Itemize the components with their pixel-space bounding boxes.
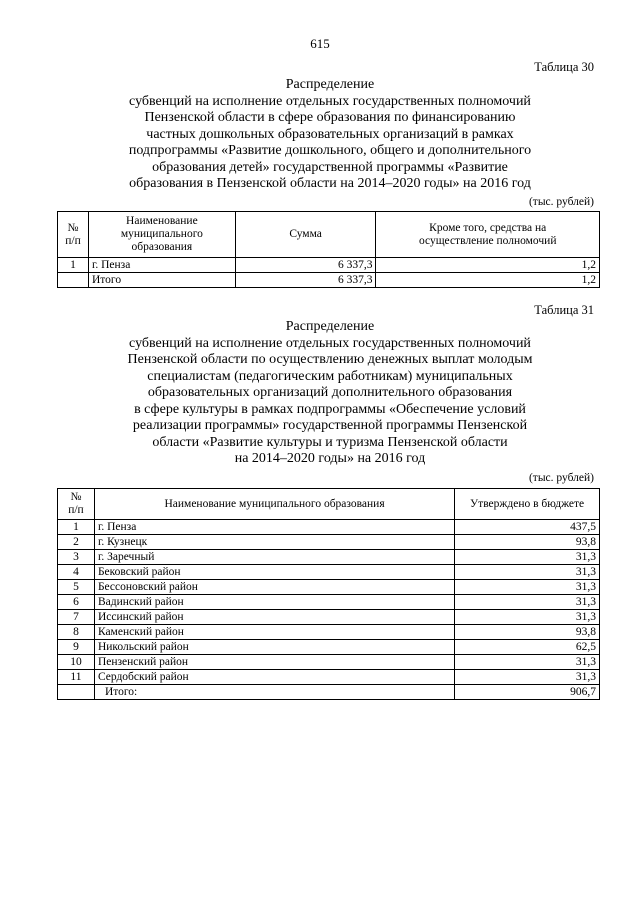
header-num: № п/п	[58, 489, 95, 520]
cell-amount: 93,8	[455, 535, 600, 550]
header-name: Наименование муниципального образования	[94, 489, 454, 520]
table-30-unit: (тыс. рублей)	[528, 196, 594, 208]
title-line: образования в Пензенской области на 2014–2020 годы» на 2016 год	[129, 176, 531, 191]
title-line: субвенций на исполнение отдельных государственных полномочий	[129, 335, 531, 351]
cell-amount: 31,3	[455, 610, 600, 625]
cell-num: 7	[58, 610, 95, 625]
cell-num: 3	[58, 550, 95, 565]
title-line: области «Развитие культуры и туризма Пензенской области	[152, 434, 508, 450]
cell-amount: 31,3	[455, 580, 600, 595]
table-header-row	[58, 212, 600, 258]
table-30	[57, 211, 600, 288]
title-line: частных дошкольных образовательных организаций в рамках	[146, 126, 514, 142]
table-31	[57, 488, 600, 700]
cell-name: Бековский район	[94, 565, 454, 580]
cell-name: Никольский район	[94, 640, 454, 655]
page-number: 615	[310, 36, 330, 51]
cell-num: 1	[58, 520, 95, 535]
table-row	[58, 580, 600, 595]
table-row	[58, 610, 600, 625]
title-line: Распределение	[285, 77, 375, 92]
cell-num: 5	[58, 580, 95, 595]
cell-amount: 31,3	[455, 655, 600, 670]
cell-name: Сердобский район	[94, 670, 454, 685]
header-name: Наименование муниципального образования	[88, 212, 235, 258]
title-line: на 2014–2020 годы» на 2016 год	[234, 451, 426, 466]
table-row	[58, 655, 600, 670]
cell-num-empty	[58, 273, 89, 288]
header-extra: Кроме того, средства на осуществление полномочий	[376, 212, 600, 258]
cell-total-label: Итого:	[94, 685, 454, 700]
cell-num: 9	[58, 640, 95, 655]
table-row	[58, 640, 600, 655]
title-line: Пензенской области в сфере образования по финансированию	[144, 110, 516, 125]
cell-name: Бессоновский район	[94, 580, 454, 595]
title-line: специалистам (педагогическим работникам) муниципальных	[147, 368, 513, 384]
cell-amount: 31,3	[455, 565, 600, 580]
cell-total-sum: 6 337,3	[235, 273, 376, 288]
table-row	[58, 550, 600, 565]
cell-sum: 6 337,3	[235, 258, 376, 273]
cell-num: 4	[58, 565, 95, 580]
cell-num: 2	[58, 535, 95, 550]
title-line: Пензенской области по осуществлению денежных выплат молодым	[127, 352, 533, 367]
header-num: № п/п	[58, 212, 89, 258]
table-row	[58, 670, 600, 685]
title-line: реализации программы» государственной программы Пензенской	[132, 418, 528, 433]
cell-amount: 31,3	[455, 670, 600, 685]
table-31-title	[60, 319, 600, 468]
cell-name: Вадинский район	[94, 595, 454, 610]
table-row	[58, 520, 600, 535]
cell-name: г. Заречный	[94, 550, 454, 565]
table-row	[58, 625, 600, 640]
cell-name: Иссинский район	[94, 610, 454, 625]
table-row	[58, 258, 600, 273]
cell-amount: 31,3	[455, 595, 600, 610]
table-30-title	[60, 77, 600, 193]
table-total-row	[58, 273, 600, 288]
cell-amount: 437,5	[455, 520, 600, 535]
table-30-label: Таблица 30	[534, 60, 594, 74]
cell-num-empty	[58, 685, 95, 700]
table-row	[58, 595, 600, 610]
cell-num: 10	[58, 655, 95, 670]
cell-total-extra: 1,2	[376, 273, 600, 288]
title-line: субвенций на исполнение отдельных государственных полномочий	[129, 93, 531, 109]
cell-num: 6	[58, 595, 95, 610]
cell-total-amount: 906,7	[455, 685, 600, 700]
cell-amount: 31,3	[455, 550, 600, 565]
cell-num: 11	[58, 670, 95, 685]
title-line: образовательных организаций дополнительного образования	[147, 385, 513, 400]
table-31-label: Таблица 31	[534, 303, 594, 317]
cell-name: г. Кузнецк	[94, 535, 454, 550]
cell-amount: 62,5	[455, 640, 600, 655]
cell-num: 1	[58, 258, 89, 273]
cell-extra: 1,2	[376, 258, 600, 273]
cell-total-label: Итого	[88, 273, 235, 288]
title-line: образования детей» государственной программы «Развитие	[152, 159, 508, 175]
cell-name: Каменский район	[94, 625, 454, 640]
cell-name: Пензенский район	[94, 655, 454, 670]
table-31-unit: (тыс. рублей)	[528, 472, 594, 484]
title-line: подпрограммы «Развитие дошкольного, общего и дополнительного	[128, 143, 532, 158]
table-header-row	[58, 489, 600, 520]
table-row	[58, 535, 600, 550]
cell-num: 8	[58, 625, 95, 640]
cell-name: г. Пенза	[94, 520, 454, 535]
header-amount: Утверждено в бюджете	[455, 489, 600, 520]
title-line: Распределение	[285, 319, 375, 334]
table-total-row	[58, 685, 600, 700]
table-row	[58, 565, 600, 580]
title-line: в сфере культуры в рамках подпрограммы «Обеспечение условий	[134, 401, 526, 417]
cell-name: г. Пенза	[88, 258, 235, 273]
header-sum: Сумма	[235, 212, 376, 258]
cell-amount: 93,8	[455, 625, 600, 640]
